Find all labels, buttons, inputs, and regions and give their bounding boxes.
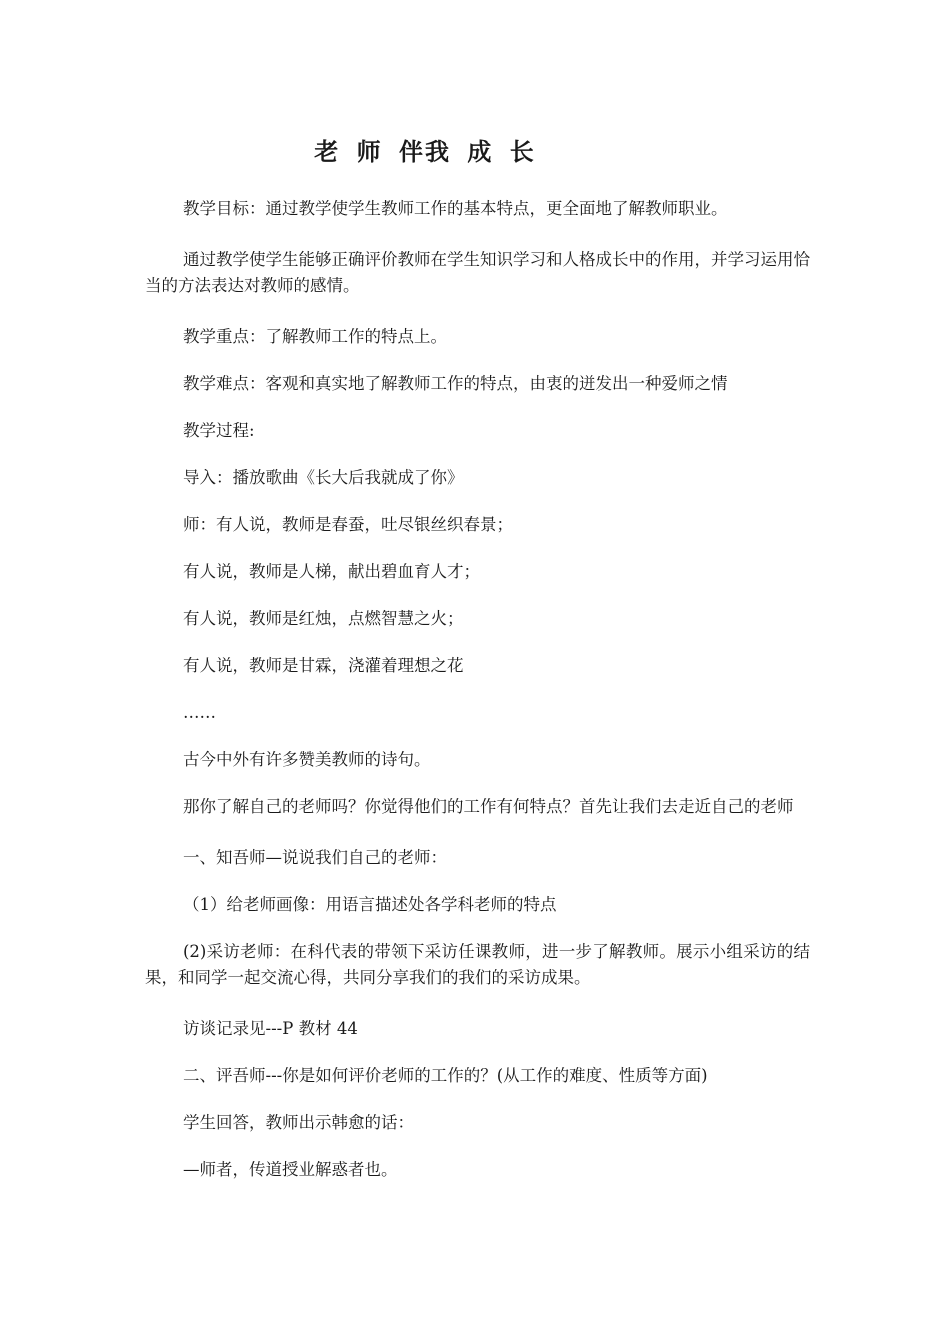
paragraph-process-heading: 教学过程:	[183, 421, 255, 440]
paragraph-teaching-goal-2: 通过教学使学生能够正确评价教师在学生知识学习和人格成长中的作用，并学习运用恰当的方法表达对教师的感情。	[145, 250, 810, 295]
paragraph-interview-record: 访谈记录见---P 教材 44	[183, 1019, 358, 1038]
paragraph-question: 那你了解自己的老师吗？你觉得他们的工作有何特点？首先让我们去走近自己的老师	[183, 797, 794, 816]
paragraph-section-one: 一、知吾师—说说我们自己的老师：	[183, 848, 447, 867]
paragraph-section-two: 二、评吾师---你是如何评价老师的工作的？(从工作的难度、性质等方面)	[183, 1066, 708, 1085]
paragraph-han-yu-quote: —师者，传道授业解惑者也。	[183, 1160, 398, 1179]
paragraph-difficulty: 教学难点：客观和真实地了解教师工作的特点，由衷的迸发出一种爱师之情	[183, 374, 728, 393]
paragraph-poems: 古今中外有许多赞美教师的诗句。	[183, 750, 431, 769]
document-title: 老 师 伴我 成 长	[314, 138, 536, 166]
paragraph-interview: (2)采访老师：在科代表的带领下采访任课教师，进一步了解教师。展示小组采访的结果，和同学一起交流心得，共同分享我们的我们的采访成果。	[145, 942, 810, 987]
paragraph-student-answer: 学生回答，教师出示韩愈的话：	[183, 1113, 414, 1132]
paragraph-key-point: 教学重点：了解教师工作的特点上。	[183, 327, 447, 346]
paragraph-teaching-goal: 教学目标：通过教学使学生教师工作的基本特点，更全面地了解教师职业。	[183, 199, 728, 218]
paragraph-ellipsis: ……	[183, 703, 216, 722]
document-body	[145, 196, 810, 1183]
paragraph-teacher-line-2: 有人说，教师是人梯，献出碧血育人才；	[183, 562, 480, 581]
paragraph-teacher-line-3: 有人说，教师是红烛，点燃智慧之火；	[183, 609, 464, 628]
paragraph-teacher-line-1: 师：有人说，教师是春蚕，吐尽银丝织春景；	[183, 515, 513, 534]
paragraph-intro: 导入：播放歌曲《长大后我就成了你》	[183, 468, 464, 487]
paragraph-teacher-line-4: 有人说，教师是甘霖，浇灌着理想之花	[183, 656, 464, 675]
paragraph-portrait: （1）给老师画像：用语言描述处各学科老师的特点	[183, 895, 557, 914]
